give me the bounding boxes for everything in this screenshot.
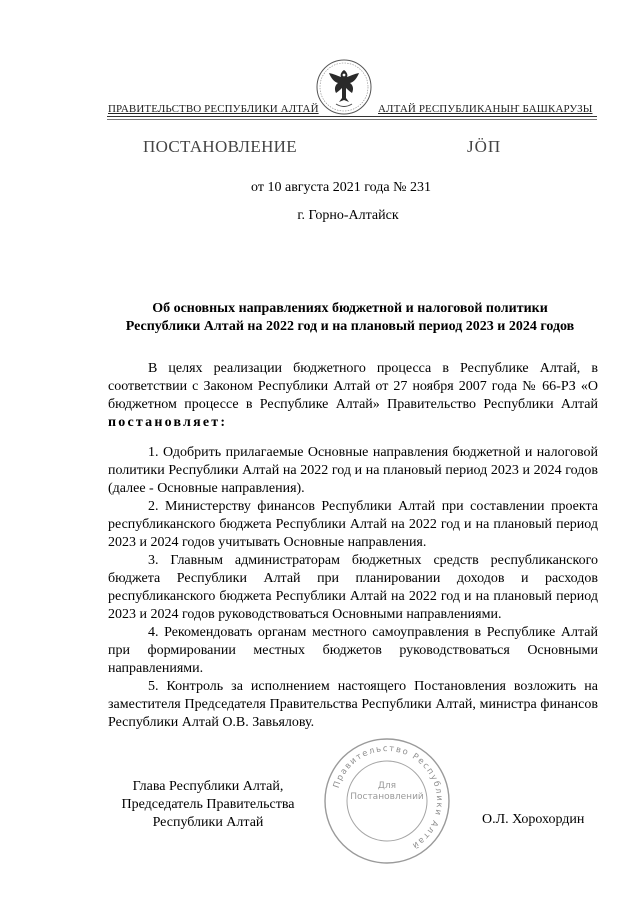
document-date-number: от 10 августа 2021 года № 231: [251, 180, 431, 195]
stamp-center-line: Для: [377, 781, 397, 791]
document-title: [100, 300, 600, 336]
resolves-word: постановляет:: [108, 415, 228, 430]
stamp-center-text: [346, 781, 428, 803]
header-divider-thin: [107, 119, 597, 120]
stamp-ring-text: Правительство Республики Алтай: [331, 743, 445, 852]
header-org-right: АЛТАЙ РЕСПУБЛИКАНЫҤ БАШКАРУЗЫ: [378, 103, 593, 115]
republic-emblem-icon: [314, 58, 374, 116]
preamble-text: В целях реализации бюджетного процесса в Республике Алтай, в соответствии с Законом Республики Алтай от 27 ноября 2007 года № 66-РЗ «О бюджетном процессе в Республике Алтай» Правительство Республики Алтай: [108, 361, 598, 412]
document-body: [108, 360, 598, 732]
signatory-name: О.Л. Хорохордин: [482, 812, 585, 827]
resolution-item: 1. Одобрить прилагаемые Основные направления бюджетной и налоговой политики Республики Алтай на 2022 год и на плановый период 2023 и 2024 годов (далее - Основные направления).: [108, 445, 598, 496]
document-city: г. Горно-Алтайск: [297, 208, 399, 223]
resolution-item: 5. Контроль за исполнением настоящего Постановления возложить на заместителя Председателя Правительства Республики Алтай, министра финансов Республики Алтай О.В. Завьялову.: [108, 679, 598, 730]
signatory-line: Председатель Правительства: [121, 797, 295, 812]
preamble-paragraph: [108, 360, 598, 432]
header-divider: [107, 116, 597, 117]
signatory-position: [108, 778, 308, 832]
header-org-left: ПРАВИТЕЛЬСТВО РЕСПУБЛИКИ АЛТАЙ: [108, 103, 319, 115]
document-type-label: ПОСТАНОВЛЕНИЕ: [143, 137, 297, 156]
document-type-label-alt: JӦП: [467, 137, 502, 156]
resolution-item: 2. Министерству финансов Республики Алтай при составлении проекта республиканского бюджета Республики Алтай на 2022 год и на плановый период 2023 и 2024 годов учитывать Основные направления.: [108, 499, 598, 550]
signatory-line: Глава Республики Алтай,: [132, 779, 284, 794]
document-title-line: Об основных направлениях бюджетной и налоговой политики: [152, 301, 548, 316]
signatory-line: Республики Алтай: [152, 815, 264, 830]
stamp-center-line: Постановлений: [350, 792, 424, 802]
resolution-item: 4. Рекомендовать органам местного самоуправления в Республике Алтай при формировании местных бюджетов руководствоваться Основными направлениями.: [108, 625, 598, 676]
resolution-item: 3. Главным администраторам бюджетных средств республиканского бюджета Республики Алтай при планировании доходов и расходов республиканского бюджета Республики Алтай на 2022 год и на плановый период 2023 и 2024 годов руководствоваться Основными направлениями.: [108, 553, 598, 622]
document-title-line: Республики Алтай на 2022 год и на плановый период 2023 и 2024 годов: [125, 319, 575, 334]
